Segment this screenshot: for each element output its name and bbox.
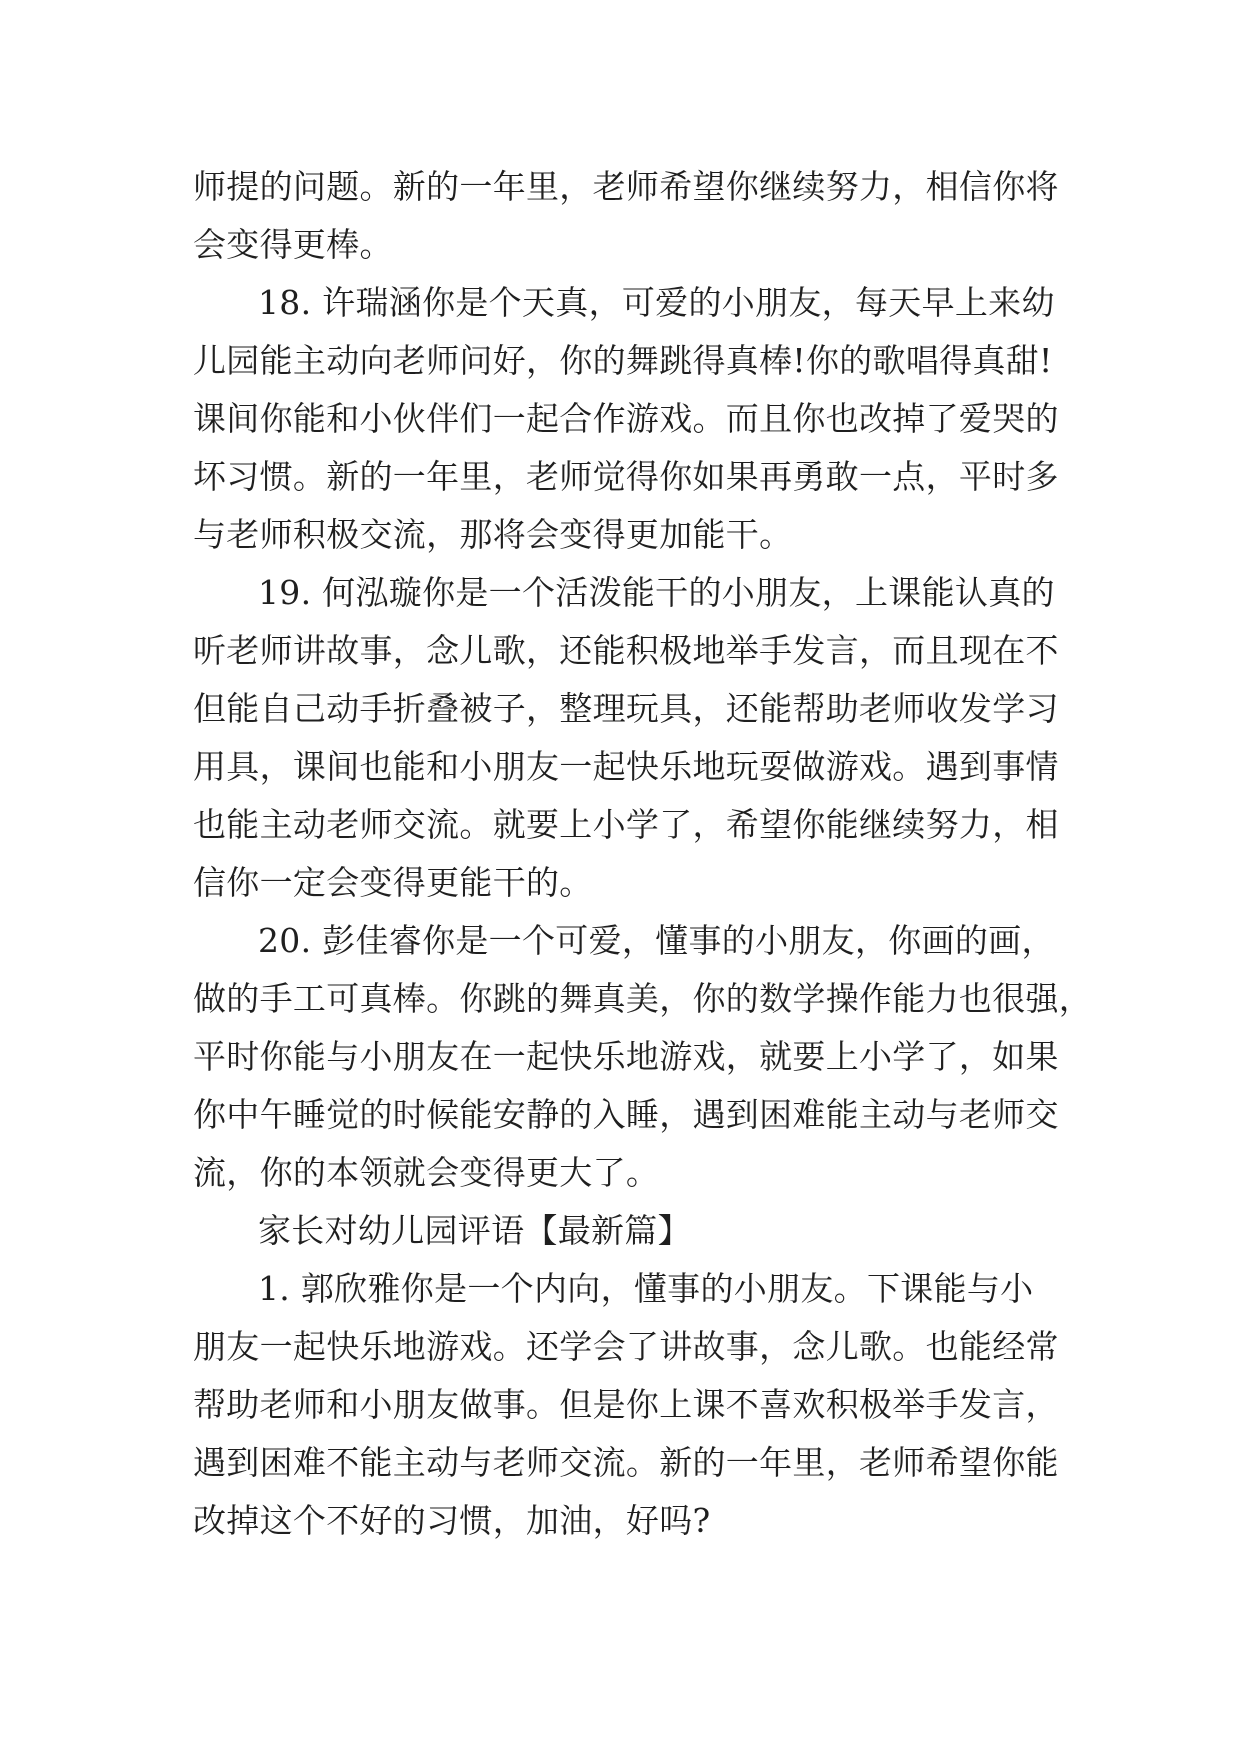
text-line: 会变得更棒。 — [193, 225, 393, 264]
text-line: 但能自己动手折叠被子，整理玩具，还能帮助老师收发学习 — [193, 689, 1059, 728]
text-line: 师提的问题。新的一年里，老师希望你继续努力，相信你将 — [193, 167, 1059, 206]
paragraph-20-start: 20. 彭佳睿你是一个可爱，懂事的小朋友，你画的画， — [258, 921, 1055, 960]
paragraph-18-start: 18. 许瑞涵你是个天真，可爱的小朋友，每天早上来幼 — [258, 283, 1055, 322]
text-line: 帮助老师和小朋友做事。但是你上课不喜欢积极举手发言， — [193, 1385, 1059, 1424]
text-line: 改掉这个不好的习惯，加油，好吗? — [193, 1501, 711, 1540]
text-line: 平时你能与小朋友在一起快乐地游戏，就要上小学了，如果 — [193, 1037, 1059, 1076]
text-line: 遇到困难不能主动与老师交流。新的一年里，老师希望你能 — [193, 1443, 1059, 1482]
paragraph-19-start: 19. 何泓璇你是一个活泼能干的小朋友，上课能认真的 — [258, 573, 1055, 612]
text-line: 儿园能主动向老师问好，你的舞跳得真棒!你的歌唱得真甜! — [193, 341, 1053, 380]
text-line: 信你一定会变得更能干的。 — [193, 863, 593, 902]
paragraph-1-start: 1. 郭欣雅你是一个内向，懂事的小朋友。下课能与小 — [258, 1269, 1034, 1308]
text-line: 坏习惯。新的一年里，老师觉得你如果再勇敢一点，平时多 — [193, 457, 1059, 496]
text-line: 做的手工可真棒。你跳的舞真美，你的数学操作能力也很强， — [193, 979, 1093, 1018]
section-heading: 家长对幼儿园评语【最新篇】 — [258, 1211, 691, 1250]
text-line: 与老师积极交流，那将会变得更加能干。 — [193, 515, 793, 554]
text-line: 流，你的本领就会变得更大了。 — [193, 1153, 660, 1192]
text-line: 也能主动老师交流。就要上小学了，希望你能继续努力，相 — [193, 805, 1059, 844]
text-line: 听老师讲故事，念儿歌，还能积极地举手发言，而且现在不 — [193, 631, 1059, 670]
text-line: 朋友一起快乐地游戏。还学会了讲故事，念儿歌。也能经常 — [193, 1327, 1059, 1366]
text-line: 用具，课间也能和小朋友一起快乐地玩耍做游戏。遇到事情 — [193, 747, 1059, 786]
text-line: 你中午睡觉的时候能安静的入睡，遇到困难能主动与老师交 — [193, 1095, 1059, 1134]
text-line: 课间你能和小伙伴们一起合作游戏。而且你也改掉了爱哭的 — [193, 399, 1059, 438]
